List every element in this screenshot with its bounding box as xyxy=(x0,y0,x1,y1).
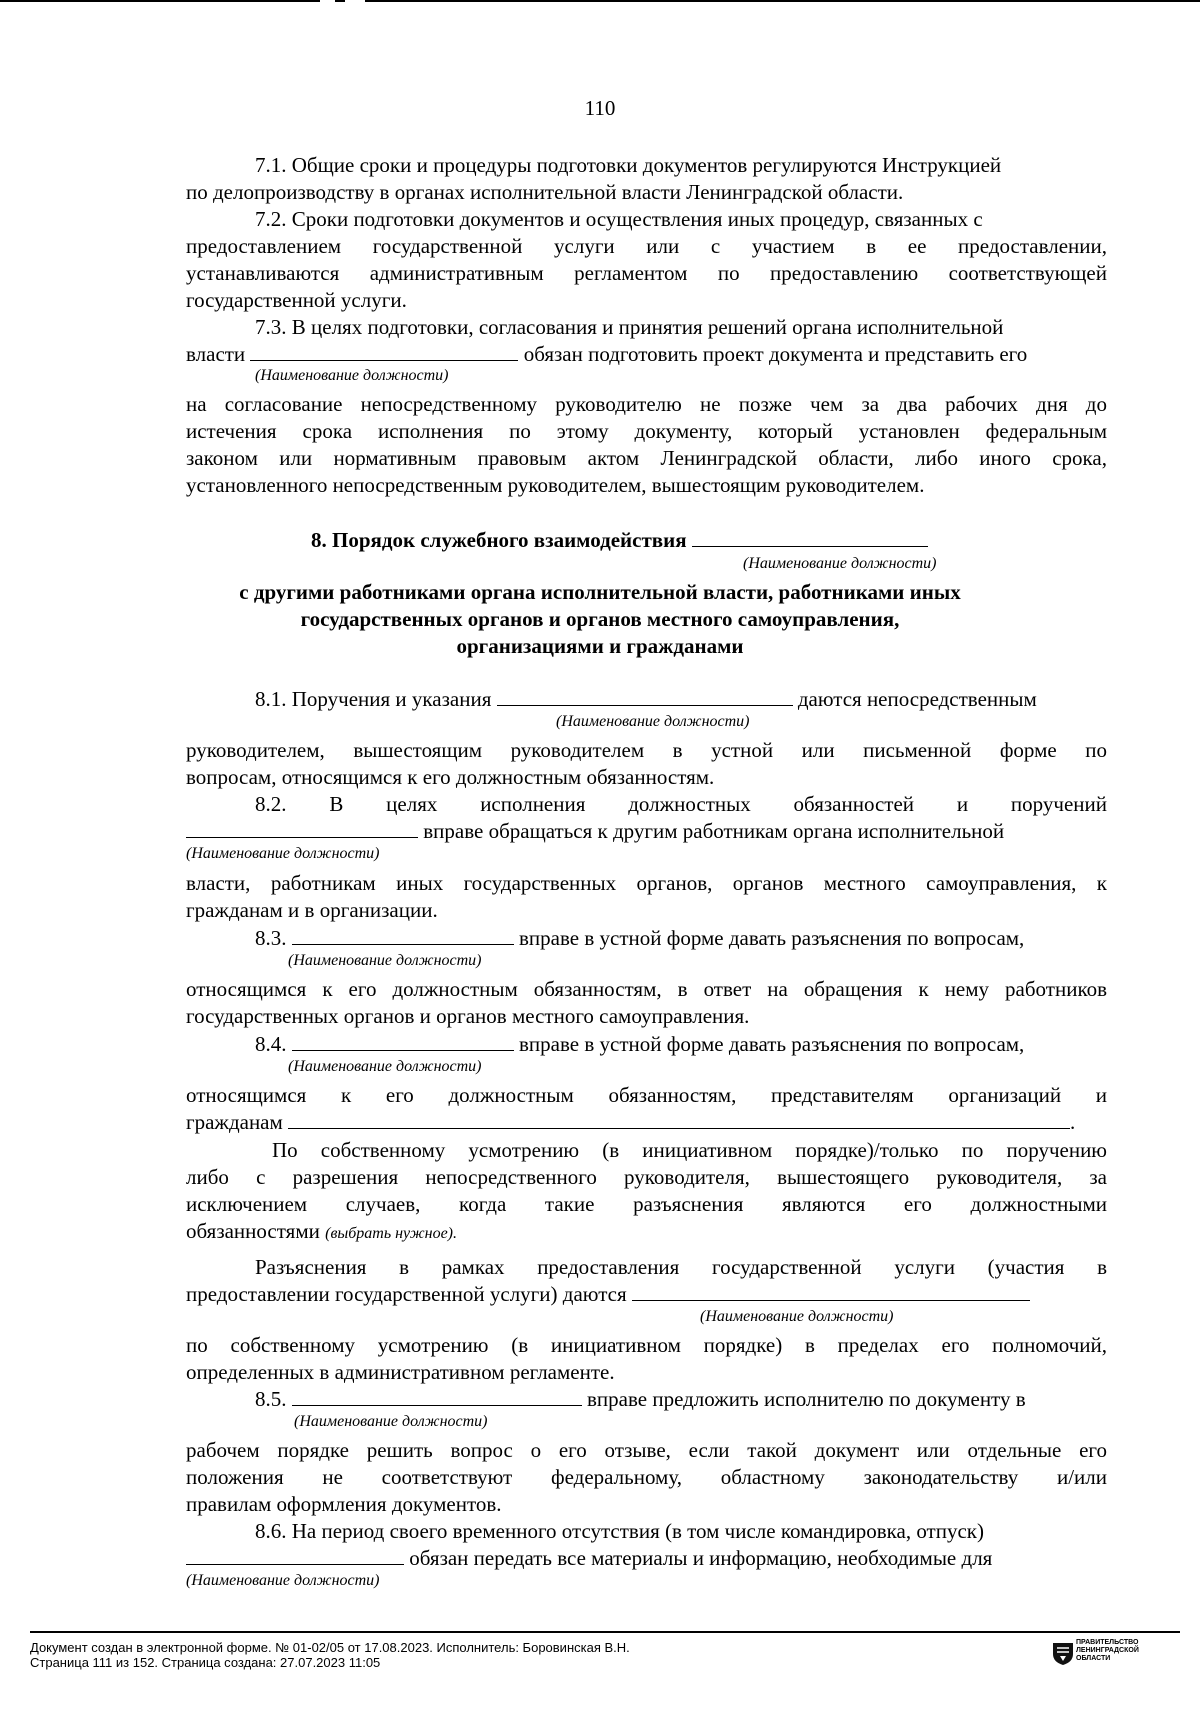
paragraph-8-5-line xyxy=(255,1386,1026,1412)
paragraph-7-3-line: 7.3. В целях подготовки, согласования и принятия решений органа исполнительной xyxy=(255,315,1004,339)
government-emblem-icon xyxy=(1052,1640,1074,1666)
paragraph-8-5-line: правилам оформления документов. xyxy=(186,1492,502,1516)
paragraph-7-3-line: истечения срока исполнения по этому документу, который установлен федеральным xyxy=(186,419,1107,443)
top-border-line xyxy=(0,0,320,2)
position-blank-line xyxy=(632,1282,1030,1301)
paragraph-8-4-line xyxy=(186,1218,457,1247)
text-fragment: вправе в устной форме давать разъяснения по вопросам, xyxy=(519,1032,1025,1056)
text-fragment: (выбрать нужное). xyxy=(325,1225,457,1242)
footer-rule xyxy=(30,1631,1180,1633)
paragraph-8-6-line: 8.6. На период своего временного отсутствия (в том числе командировка, отпуск) xyxy=(255,1519,984,1543)
paragraph-8-2-line: гражданам и в организации. xyxy=(186,898,438,922)
position-blank-line xyxy=(292,926,514,945)
paragraph-7-1-line: по делопроизводству в органах исполнительной власти Ленинградской области. xyxy=(186,180,904,204)
position-blank-line xyxy=(250,342,518,361)
paragraph-8-4-line: относящимся к его должностным обязанностям, представителям организаций и xyxy=(186,1083,1107,1107)
position-blank-line xyxy=(292,1387,582,1406)
footer-document-info: Документ создан в электронной форме. № 01-02/05 от 17.08.2023. Исполнитель: Боровинская В.Н. xyxy=(30,1640,630,1655)
text-fragment: вправе предложить исполнителю по документу в xyxy=(587,1387,1026,1411)
paragraph-7-3-line xyxy=(186,341,1027,367)
paragraph-7-2-line: 7.2. Сроки подготовки документов и осуществления иных процедур, связанных с xyxy=(255,207,983,231)
paragraph-7-2-line: государственной услуги. xyxy=(186,288,407,312)
position-caption: (Наименование должности) xyxy=(288,1058,482,1075)
paragraph-8-1-line xyxy=(255,686,1037,712)
position-blank-line xyxy=(292,1032,514,1051)
position-caption: (Наименование должности) xyxy=(255,367,449,384)
paragraph-8-6-line xyxy=(186,1545,992,1571)
position-blank-line xyxy=(692,528,928,547)
paragraph-8-3-line: относящимся к его должностным обязанностям, в ответ на обращения к нему работников xyxy=(186,977,1107,1001)
position-blank-line xyxy=(288,1110,1070,1129)
text-fragment: даются непосредственным xyxy=(797,687,1037,711)
paragraph-8-4-line: исключением случаев, когда такие разъяснения являются его должностными xyxy=(186,1192,1107,1216)
logo-text-line: ПРАВИТЕЛЬСТВО xyxy=(1076,1639,1139,1646)
paragraph-8-4-line xyxy=(186,1281,1030,1307)
text-fragment: 8.4. xyxy=(255,1032,287,1056)
section-heading: государственных органов и органов местного самоуправления, xyxy=(300,607,900,631)
paragraph-8-1-line: руководителем, вышестоящим руководителем в устной или письменной форме по xyxy=(186,738,1107,762)
paragraph-7-3-line: на согласование непосредственному руководителю не позже чем за два рабочих дня до xyxy=(186,392,1107,416)
paragraph-8-5-line: рабочем порядке решить вопрос о его отзыве, если такой документ или отдельные его xyxy=(186,1438,1107,1462)
section-heading: с другими работниками органа исполнительной власти, работниками иных xyxy=(239,580,961,604)
text-fragment: вправе в устной форме давать разъяснения по вопросам, xyxy=(519,926,1025,950)
paragraph-8-5-line: положения не соответствуют федеральному, областному законодательству и/или xyxy=(186,1465,1107,1489)
text-fragment: 8.3. xyxy=(255,926,287,950)
paragraph-8-4-line xyxy=(255,1031,1024,1057)
paragraph-8-2-line: 8.2. В целях исполнения должностных обязанностей и поручений xyxy=(255,792,1107,816)
position-caption: (Наименование должности) xyxy=(556,713,750,730)
section-heading xyxy=(311,527,928,553)
logo-text-line: ЛЕНИНГРАДСКОЙ xyxy=(1076,1647,1139,1654)
paragraph-8-4-line: По собственному усмотрению (в инициативном порядке)/только по поручению xyxy=(272,1138,1107,1162)
text-fragment: 8.1. Поручения и указания xyxy=(255,687,492,711)
text-fragment: гражданам xyxy=(186,1110,283,1134)
paragraph-7-2-line: устанавливаются административным регламентом по предоставлению соответствующей xyxy=(186,261,1107,285)
position-caption: (Наименование должности) xyxy=(294,1413,488,1430)
position-blank-line xyxy=(497,687,793,706)
position-caption: (Наименование должности) xyxy=(700,1308,894,1325)
paragraph-8-4-line: определенных в административном регламенте. xyxy=(186,1360,615,1384)
paragraph-8-1-line: вопросам, относящимся к его должностным обязанностям. xyxy=(186,765,715,789)
paragraph-8-4-line: Разъяснения в рамках предоставления государственной услуги (участия в xyxy=(255,1255,1107,1279)
logo-text-line: ОБЛАСТИ xyxy=(1076,1655,1111,1662)
top-border-line xyxy=(365,0,1200,2)
paragraph-7-3-line: законом или нормативным правовым актом Ленинградской области, либо иного срока, xyxy=(186,446,1107,470)
position-caption: (Наименование должности) xyxy=(743,555,937,572)
paragraph-7-3-line: установленного непосредственным руководителем, вышестоящим руководителем. xyxy=(186,473,925,497)
paragraph-8-4-line: по собственному усмотрению (в инициативном порядке) в пределах его полномочий, xyxy=(186,1333,1107,1357)
section-heading: организациями и гражданами xyxy=(456,634,744,658)
text-fragment: обязан подготовить проект документа и представить его xyxy=(523,342,1028,366)
position-caption: (Наименование должности) xyxy=(186,845,380,862)
text-fragment: . xyxy=(1070,1110,1076,1134)
text-fragment: вправе обращаться к другим работникам органа исполнительной xyxy=(423,819,1005,843)
position-blank-line xyxy=(186,1546,404,1565)
paragraph-8-4-line xyxy=(186,1109,1075,1135)
paragraph-8-4-line: либо с разрешения непосредственного руководителя, вышестоящего руководителя, за xyxy=(186,1165,1107,1189)
footer-page-info: Страница 111 из 152. Страница создана: 27.07.2023 11:05 xyxy=(30,1655,381,1670)
position-caption: (Наименование должности) xyxy=(288,952,482,969)
paragraph-8-2-line xyxy=(186,818,1004,844)
text-fragment: обязан передать все материалы и информацию, необходимые для xyxy=(409,1546,993,1570)
paragraph-8-2-line: власти, работникам иных государственных органов, органов местного самоуправления, к xyxy=(186,871,1107,895)
paragraph-8-3-line: государственных органов и органов местного самоуправления. xyxy=(186,1004,750,1028)
text-fragment: предоставлении государственной услуги) даются xyxy=(186,1282,627,1306)
position-blank-line xyxy=(186,819,418,838)
top-border-line xyxy=(335,0,345,2)
government-logo-text xyxy=(1076,1639,1139,1663)
paragraph-7-2-line: предоставлением государственной услуги или с участием в ее предоставлении, xyxy=(186,234,1107,258)
text-fragment: 8.5. xyxy=(255,1387,287,1411)
text-fragment: власти xyxy=(186,342,246,366)
heading-text: 8. Порядок служебного взаимодействия xyxy=(311,528,687,552)
text-fragment: обязанностями xyxy=(186,1219,320,1243)
paragraph-7-1-line: 7.1. Общие сроки и процедуры подготовки документов регулируются Инструкцией xyxy=(255,153,1002,177)
position-caption: (Наименование должности) xyxy=(186,1572,380,1589)
paragraph-8-3-line xyxy=(255,925,1024,951)
page-number: 110 xyxy=(584,96,616,120)
